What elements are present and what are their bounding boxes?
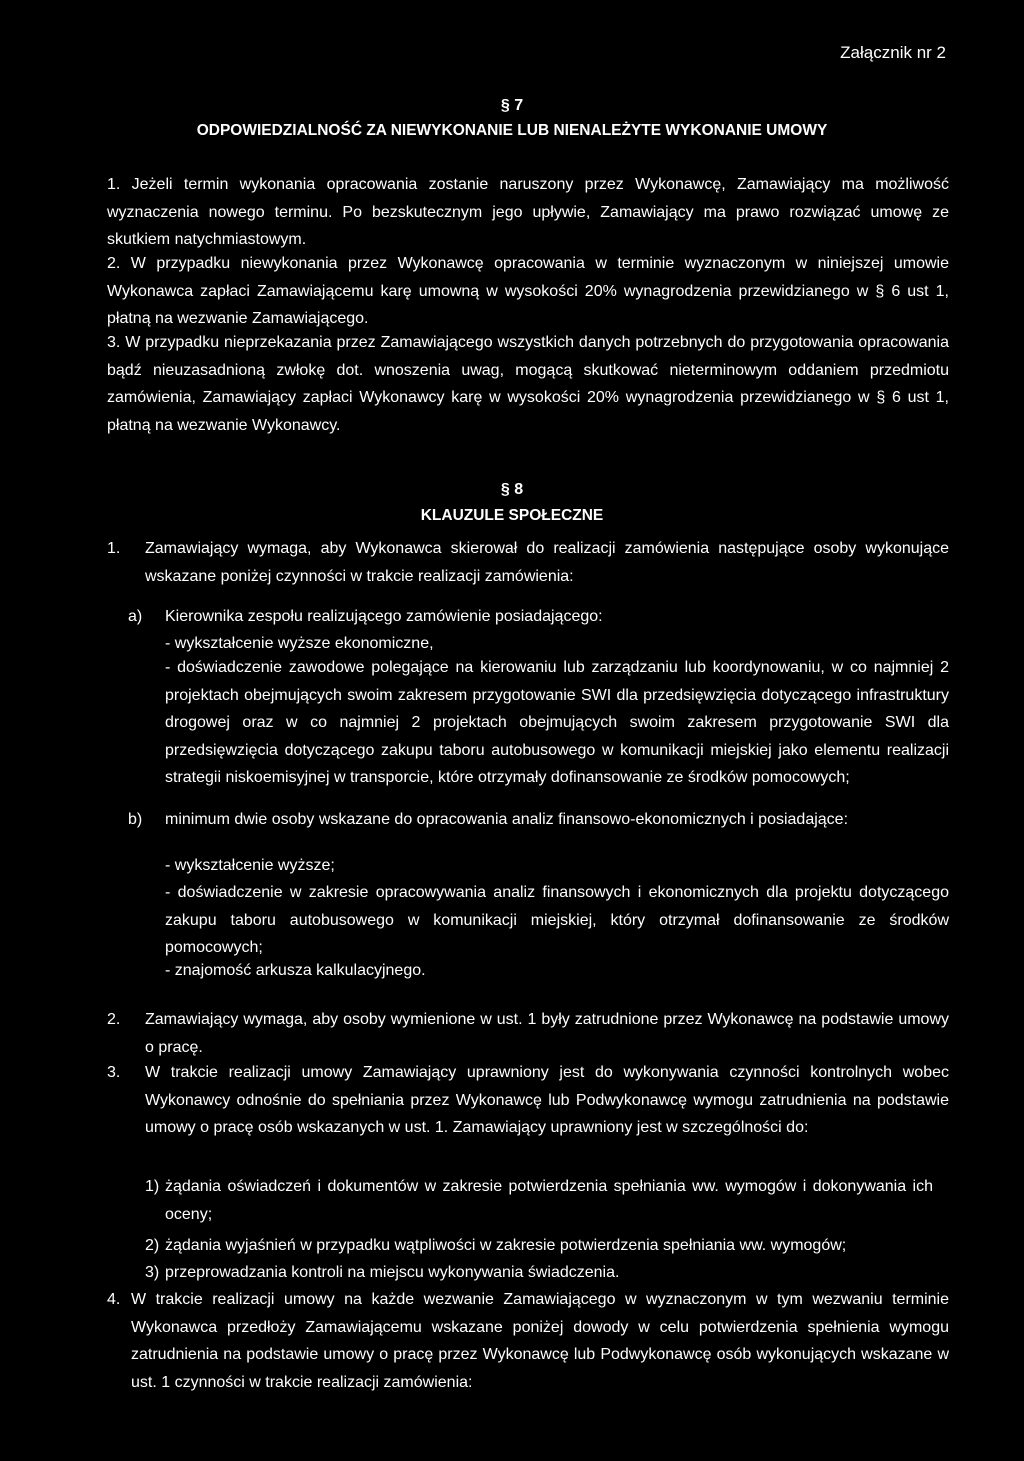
clause-item-3-sub-2-number: 2) — [145, 1237, 160, 1254]
section-7-number: § 7 — [500, 97, 524, 114]
clause-item-2-number: 2. — [107, 1011, 121, 1028]
requirement-b-title: minimum dwie osoby wskazane do opracowania analiz finansowo-ekonomicznych i posiadające: — [165, 811, 849, 828]
section-8-title: KLAUZULE SPOŁECZNE — [420, 507, 604, 524]
clause-item-4-number: 4. — [107, 1291, 121, 1308]
clause-item-3-text: W trakcie realizacji umowy Zamawiający uprawniony jest do wykonywania czynności kontrolnych wobec Wykonawcy odnośnie do spełniania przez Wykonawcę lub Podwykonawcę wymogu zatrudnienia na podstawie umowy o pracę osób wskazanych w ust. 1. Zamawiający uprawniony jest w szczególności do: — [145, 1064, 949, 1136]
clause-item-3-sub-1-number: 1) — [145, 1178, 160, 1195]
clause-item-3-sub-3-text: przeprowadzania kontroli na miejscu wykonywania świadczenia. — [165, 1264, 620, 1281]
section-7-title: ODPOWIEDZIALNOŚĆ ZA NIEWYKONANIE LUB NIENALEŻYTE WYKONANIE UMOWY — [196, 122, 828, 139]
requirement-a-title: Kierownika zespołu realizującego zamówienie posiadającego: — [165, 608, 603, 625]
clause-item-3-sub-3-number: 3) — [145, 1264, 160, 1281]
annex-label: Załącznik nr 2 — [840, 43, 946, 62]
requirement-b-experience: - doświadczenie w zakresie opracowywania analiz finansowych i ekonomicznych dla projektu dotyczącego zakupu taboru autobusowego w komunikacji miejskiej, który otrzymał dofinansowanie ze środków pomocowych; — [165, 884, 949, 956]
section-7-paragraph-3: 3. W przypadku nieprzekazania przez Zamawiającego wszystkich danych potrzebnych do przygotowania opracowania bądź nieuzasadnioną zwłokę dot. wnoszenia uwag, mogącą skutkować nieterminowym oddaniem przedmiotu zamówienia, Zamawiający zapłaci Wykonawcy karę w wysokości 20% wynagrodzenia przewidzianego w § 6 ust 1, płatną na wezwanie Wykonawcy. — [107, 334, 949, 434]
requirement-b-spreadsheet: - znajomość arkusza kalkulacyjnego. — [165, 962, 426, 979]
clause-item-3-sub-1-text: żądania oświadczeń i dokumentów w zakresie potwierdzenia spełniania ww. wymogów i dokonywania ich oceny; — [165, 1178, 933, 1223]
clause-item-4-text: W trakcie realizacji umowy na każde wezwanie Zamawiającego w wyznaczonym w tym wezwaniu terminie Wykonawca przedłoży Zamawiającemu wskazane poniżej dowody w celu potwierdzenia spełnienia wymogu zatrudnienia na podstawie umowy o pracę przez Wykonawcę lub Podwykonawcę osób wykonujących wskazane w ust. 1 czynności w trakcie realizacji zamówienia: — [131, 1291, 949, 1391]
requirement-b-education: - wykształcenie wyższe; — [165, 857, 335, 874]
requirement-a-experience: - doświadczenie zawodowe polegające na kierowaniu lub zarządzaniu lub koordynowaniu, w co najmniej 2 projektach obejmujących swoim zakresem przygotowanie SWI dla przedsięwzięcia dotyczącego infrastruktury drogowej oraz w co najmniej 2 projektach obejmujących swoim zakresem przygotowanie SWI dla przedsięwzięcia dotyczącego zakupu taboru autobusowego w komunikacji miejskiej jako elementu realizacji strategii niskoemisyjnej w transporcie, które otrzymały dofinansowanie ze środków pomocowych; — [165, 659, 949, 786]
clause-item-2-text: Zamawiający wymaga, aby osoby wymienione w ust. 1 były zatrudnione przez Wykonawcę na podstawie umowy o pracę. — [145, 1011, 949, 1056]
requirement-a-education: - wykształcenie wyższe ekonomiczne, — [165, 635, 434, 652]
clause-item-1-number: 1. — [107, 540, 121, 557]
requirement-a-label: a) — [128, 608, 143, 625]
clause-item-3-sub-2-text: żądania wyjaśnień w przypadku wątpliwości w zakresie potwierdzenia spełniania ww. wymogów; — [165, 1237, 847, 1254]
clause-item-3-number: 3. — [107, 1064, 121, 1081]
requirement-b-label: b) — [128, 811, 143, 828]
section-7-paragraph-1: 1. Jeżeli termin wykonania opracowania zostanie naruszony przez Wykonawcę, Zamawiający ma możliwość wyznaczenia nowego terminu. Po bezskutecznym jego upływie, Zamawiający ma prawo rozwiązać umowę ze skutkiem natychmiastowym. — [107, 176, 949, 248]
clause-item-1-text: Zamawiający wymaga, aby Wykonawca skierował do realizacji zamówienia następujące osoby wykonujące wskazane poniżej czynności w trakcie realizacji zamówienia: — [145, 540, 949, 585]
section-8-number: § 8 — [500, 481, 524, 498]
section-7-paragraph-2: 2. W przypadku niewykonania przez Wykonawcę opracowania w terminie wyznaczonym w niniejszej umowie Wykonawca zapłaci Zamawiającemu karę umowną w wysokości 20% wynagrodzenia przewidzianego w § 6 ust 1, płatną na wezwanie Zamawiającego. — [107, 255, 949, 327]
